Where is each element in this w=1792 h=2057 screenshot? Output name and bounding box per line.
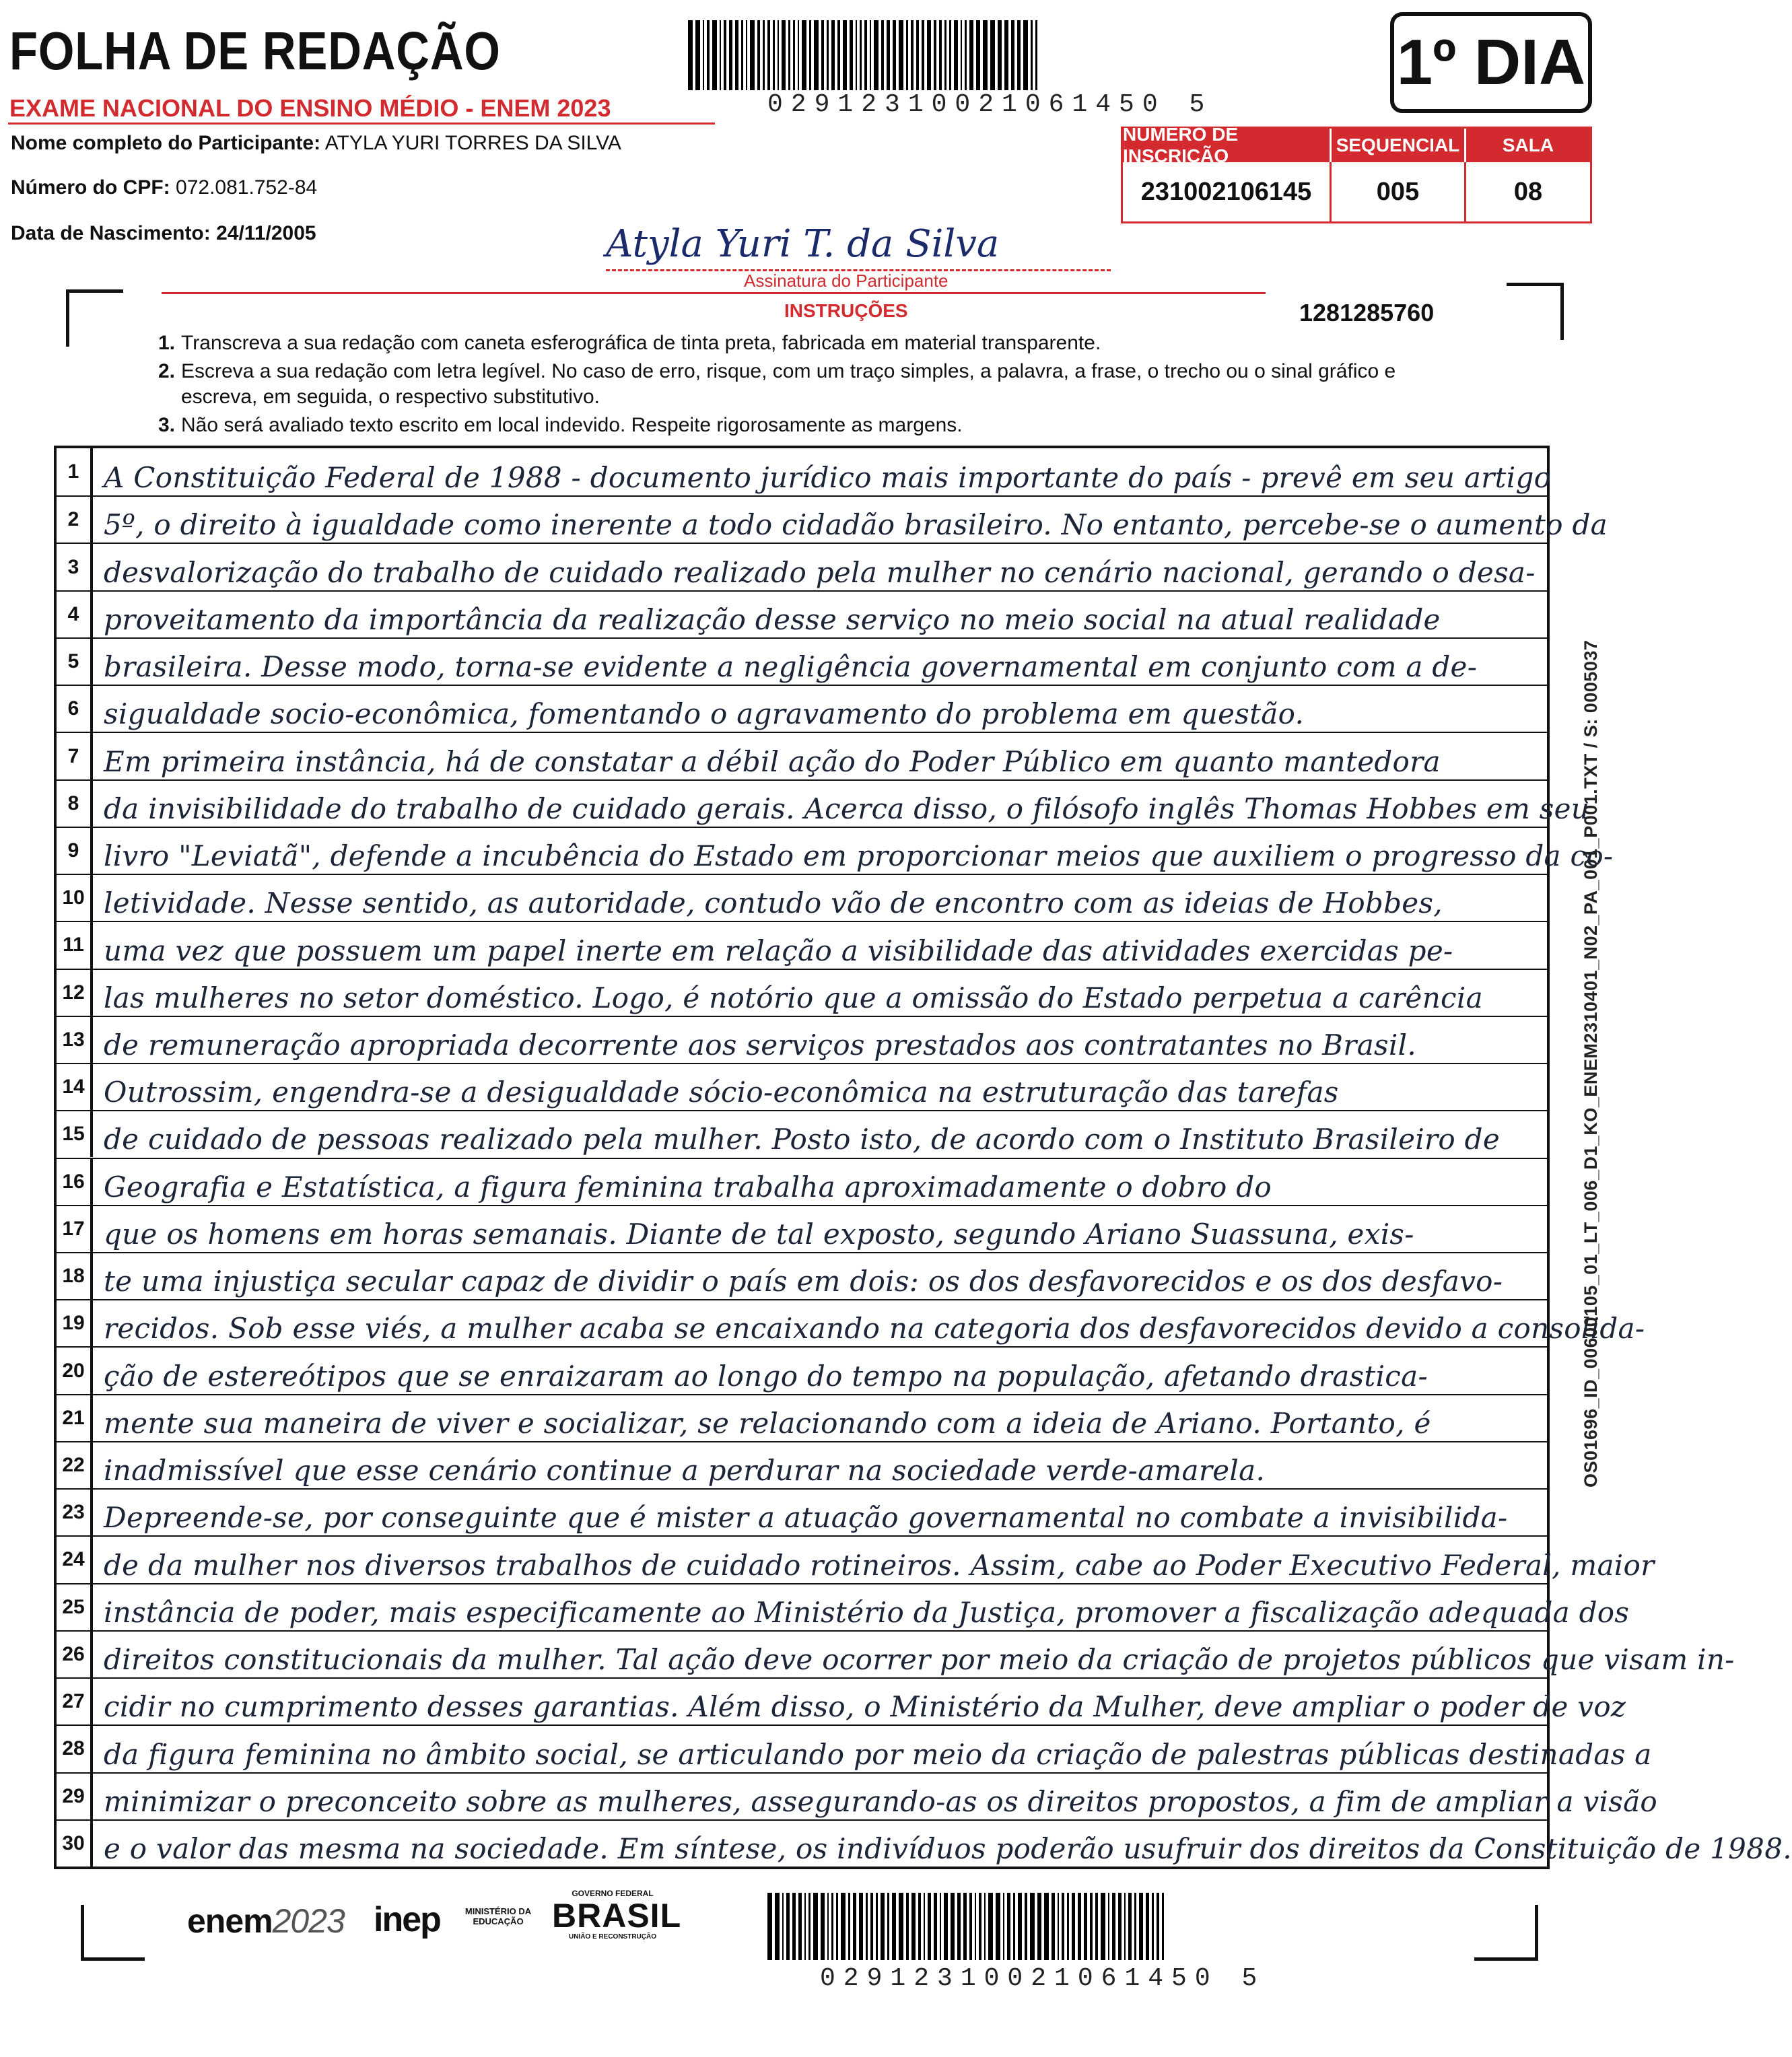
- barcode-bar: [881, 1893, 885, 1960]
- barcode-bar: [827, 1893, 829, 1960]
- barcode-bottom: [767, 1893, 1167, 1960]
- barcode-bar: [798, 1893, 802, 1960]
- barcode-bar: [1007, 1893, 1010, 1960]
- barcode-bar: [922, 20, 924, 90]
- essay-line: [57, 1724, 1652, 1772]
- instruction-text: escreva, em seguida, o respectivo substitutivo.: [181, 386, 600, 408]
- corner-mark-bottom-left: [81, 1905, 145, 1961]
- barcode-bar: [1134, 1893, 1136, 1960]
- barcode-bar: [782, 20, 786, 90]
- barcode-bar: [831, 20, 835, 90]
- barcode-bar: [864, 20, 867, 90]
- barcode-bar: [750, 20, 755, 90]
- barcode-bar: [821, 20, 824, 90]
- barcode-bar: [757, 20, 760, 90]
- essay-line-text: Geografia e Estatística, a figura feminina trabalha aproximadamente o dobro do: [104, 1170, 1272, 1204]
- registration-box: [1121, 124, 1592, 223]
- barcode-bar: [899, 1893, 903, 1960]
- barcode-bar: [1128, 1893, 1132, 1960]
- essay-line: [57, 1394, 1547, 1441]
- essay-line-number: 6: [57, 686, 93, 732]
- essay-line-text: recidos. Sob esse viés, a mulher acaba se encaixando na categoria dos desfavorecidos devido a consolida-: [104, 1312, 1645, 1346]
- essay-line-text: da figura feminina no âmbito social, se articulando por meio da criação de palestras públicas destinadas a: [104, 1737, 1652, 1771]
- barcode-bar: [870, 20, 871, 90]
- essay-line-text: uma vez que possuem um papel inerte em relação a visibilidade das atividades exercidas pe-: [104, 934, 1453, 967]
- instruction-text: Transcreva a sua redação com caneta esferográfica de tinta preta, fabricada em material transparente.: [181, 332, 1101, 354]
- essay-line: [57, 1535, 1655, 1582]
- barcode-bar: [1004, 20, 1008, 90]
- essay-line-text: Em primeira instância, há de constatar a débil ação do Poder Público em quanto mantedora: [104, 744, 1441, 778]
- essay-line-text: que os homens em horas semanais. Diante de tal exposto, segundo Ariano Suassuna, exis-: [104, 1217, 1414, 1251]
- barcode-bar: [918, 1893, 921, 1960]
- barcode-bar: [827, 20, 829, 90]
- essay-line-number: 8: [57, 781, 93, 827]
- barcode-bar: [1031, 20, 1033, 90]
- essay-line: [57, 874, 1547, 921]
- barcode-bar: [874, 20, 878, 90]
- essay-line-number: 4: [57, 592, 93, 637]
- barcode-bar: [775, 1893, 780, 1960]
- side-code: OS01696_ID_00600105_01_LT_006_D1_KO_ENEM2310401_N02_PA_001_P001.TXT / S: 0005037: [1581, 639, 1601, 1488]
- barcode-bar: [843, 20, 847, 90]
- essay-line-number: 3: [57, 544, 93, 590]
- essay-line-number: 18: [57, 1253, 93, 1299]
- essay-line: [57, 495, 1608, 543]
- barcode-bar: [951, 1893, 955, 1960]
- inep-logo: inep: [374, 1900, 440, 1939]
- day-badge-text: 1º DIA: [1396, 26, 1586, 98]
- barcode-bar: [1095, 1893, 1098, 1960]
- essay-line: [57, 1016, 1547, 1063]
- essay-line: [57, 1630, 1735, 1677]
- essay-line-number: 25: [57, 1584, 93, 1630]
- essay-line-number: 22: [57, 1442, 93, 1488]
- barcode-bar: [836, 1893, 838, 1960]
- essay-line-text: las mulheres no setor doméstico. Logo, é notório que a omissão do Estado perpetua a carência: [104, 981, 1483, 1014]
- barcode-bar: [944, 1893, 948, 1960]
- inscricao-label: NÚMERO DE INSCRIÇÃO: [1123, 129, 1332, 162]
- barcode-bar: [969, 1893, 972, 1960]
- barcode-bar: [911, 20, 914, 90]
- barcode-bar: [703, 20, 704, 90]
- essay-line-text: desvalorização do trabalho de cuidado realizado pela mulher no cenário nacional, gerando o desa-: [104, 555, 1536, 589]
- participant-birth-row: [11, 222, 316, 245]
- essay-line-number: 20: [57, 1348, 93, 1393]
- gov-logo-main: BRASIL: [552, 1897, 682, 1934]
- essay-line-number: 30: [57, 1821, 93, 1867]
- essay-line-text: brasileira. Desse modo, torna-se evidente a negligência governamental em conjunto com a de-: [104, 650, 1478, 684]
- barcode-top: [688, 20, 1040, 90]
- essay-line-text: instância de poder, mais especificamente ao Ministério da Justiça, promover a fiscalização adequada dos: [104, 1595, 1630, 1629]
- essay-line-text: Outrossim, engendra-se a desigualdade sócio-econômica na estruturação das tarefas: [104, 1076, 1339, 1109]
- essay-line-text: te uma injustiça secular capaz de dividir o país em dois: os dos desfavorecidos e os dos desfavo-: [104, 1265, 1503, 1298]
- barcode-bar: [688, 20, 693, 90]
- barcode-bar: [870, 1893, 873, 1960]
- barcode-bottom-number: 02912310021061450 5: [820, 1964, 1266, 1993]
- essay-line-text: letividade. Nesse sentido, as autoridade, contudo vão de encontro com as ideias de Hobbes,: [104, 886, 1443, 920]
- barcode-bar: [724, 20, 726, 90]
- instruction-item: [158, 412, 1538, 439]
- barcode-bar: [860, 20, 862, 90]
- barcode-bar: [940, 1893, 941, 1960]
- corner-mark-bottom-right: [1474, 1905, 1538, 1961]
- barcode-bar: [720, 20, 721, 90]
- essay-line: [57, 779, 1590, 827]
- essay-line-number: 28: [57, 1726, 93, 1772]
- barcode-bar: [887, 20, 890, 90]
- barcode-bar: [965, 20, 967, 90]
- barcode-bar: [969, 20, 973, 90]
- essay-line: [57, 921, 1547, 968]
- barcode-bar: [813, 1893, 818, 1960]
- barcode-bar: [814, 20, 819, 90]
- essay-line-number: 17: [57, 1206, 93, 1252]
- instructions-title: INSTRUÇÕES: [784, 300, 908, 321]
- barcode-bar: [892, 1893, 896, 1960]
- barcode-bar: [939, 20, 942, 90]
- essay-line: [57, 1772, 1657, 1819]
- essay-line: [57, 1441, 1547, 1488]
- corner-mark-top-left: [66, 289, 123, 347]
- essay-line-number: 14: [57, 1064, 93, 1110]
- barcode-bar: [831, 1893, 833, 1960]
- participant-cpf-row: [11, 176, 317, 199]
- essay-line: [57, 969, 1547, 1016]
- barcode-bar: [778, 20, 779, 90]
- barcode-bar: [788, 20, 790, 90]
- barcode-bar: [1078, 1893, 1081, 1960]
- essay-line-text: de da mulher nos diversos trabalhos de cuidado rotineiros. Assim, cabe ao Poder Executivo Federal, maior: [104, 1548, 1655, 1582]
- essay-line-number: 11: [57, 922, 93, 968]
- inscricao-value: 231002106145: [1123, 162, 1332, 221]
- participant-name-label: Nome completo do Participante:: [11, 132, 321, 154]
- essay-line-text: de remuneração apropriada decorrente aos serviços prestados aos contratantes no Brasil.: [104, 1028, 1416, 1062]
- essay-line-text: ção de estereótipos que se enraizaram ao longo do tempo na população, afetando drastica-: [104, 1359, 1428, 1393]
- barcode-bar: [809, 20, 811, 90]
- barcode-bar: [924, 1893, 925, 1960]
- barcode-bar: [1011, 20, 1014, 90]
- barcode-bar: [1118, 1893, 1122, 1960]
- participant-cpf-value: 072.081.752-84: [176, 176, 318, 199]
- barcode-bar: [735, 20, 738, 90]
- essay-line-number: 21: [57, 1395, 93, 1441]
- essay-line-number: 10: [57, 875, 93, 921]
- barcode-bar: [793, 20, 795, 90]
- barcode-bar: [893, 20, 896, 90]
- barcode-bar: [850, 20, 853, 90]
- instruction-item: [158, 330, 1538, 357]
- barcode-bar: [1090, 1893, 1093, 1960]
- barcode-bar: [841, 1893, 846, 1960]
- barcode-bar: [1067, 1893, 1069, 1960]
- barcode-bar: [1023, 20, 1028, 90]
- barcode-bar: [767, 1893, 772, 1960]
- barcode-bar: [961, 20, 962, 90]
- instruction-num: 1.: [158, 332, 176, 354]
- subtitle-rule: [8, 123, 715, 125]
- essay-line-text: direitos constitucionais da mulher. Tal ação deve ocorrer por meio da criação de projetos públicos que visam in-: [104, 1643, 1735, 1677]
- essay-line-text: A Constituição Federal de 1988 - documento jurídico mais importante do país - prevê em seu artigo: [104, 461, 1552, 495]
- essay-line-text: e o valor das mesma na sociedade. Em síntese, os indivíduos poderão usufruir dos direitos da Constituição de 1988.: [104, 1832, 1792, 1865]
- essay-line-text: 5º, o direito à igualdade como inerente a todo cidadão brasileiro. No entanto, percebe-se o aumento da: [104, 508, 1608, 542]
- participant-name-row: [11, 132, 621, 155]
- essay-line-text: sigualdade socio-econômica, fomentando o agravamento do problema em questão.: [104, 697, 1305, 731]
- barcode-bar: [782, 1893, 784, 1960]
- enem-logo: [187, 1902, 345, 1941]
- essay-line: [57, 732, 1547, 779]
- essay-line-number: 9: [57, 828, 93, 874]
- barcode-bar: [1157, 1893, 1159, 1960]
- participant-cpf-label: Número do CPF:: [11, 176, 170, 199]
- signature-label: Assinatura do Participante: [744, 271, 949, 291]
- barcode-bar: [934, 1893, 937, 1960]
- essay-line-number: 24: [57, 1537, 93, 1582]
- essay-line: [57, 827, 1614, 874]
- barcode-bar: [856, 20, 857, 90]
- instruction-item: [158, 384, 1538, 411]
- barcode-bar: [899, 20, 903, 90]
- barcode-bar: [1058, 1893, 1059, 1960]
- barcode-bar: [984, 1893, 986, 1960]
- barcode-bar: [988, 1893, 993, 1960]
- essay-line: [57, 543, 1547, 590]
- barcode-bar: [1003, 1893, 1004, 1960]
- instructions-rule: [162, 292, 1266, 294]
- barcode-bar: [1052, 1893, 1055, 1960]
- essay-line-number: 15: [57, 1111, 93, 1157]
- barcode-bar: [934, 20, 936, 90]
- essay-line: [57, 685, 1547, 732]
- participant-birth-label: Data de Nascimento:: [11, 222, 211, 244]
- essay-line-number: 19: [57, 1300, 93, 1346]
- essay-line-number: 7: [57, 733, 93, 779]
- essay-line-number: 27: [57, 1679, 93, 1724]
- participant-birth-value: 24/11/2005: [216, 222, 316, 244]
- barcode-bar: [1124, 1893, 1126, 1960]
- gov-logo: [552, 1889, 682, 1941]
- essay-line: [57, 1205, 1547, 1252]
- essay-line: [57, 1346, 1547, 1393]
- barcode-bar: [928, 1893, 931, 1960]
- barcode-bar: [975, 1893, 976, 1960]
- essay-line: [57, 448, 1552, 495]
- barcode-bar: [808, 1893, 811, 1960]
- essay-line-number: 5: [57, 639, 93, 685]
- barcode-bar: [906, 1893, 909, 1960]
- barcode-bar: [1062, 1893, 1064, 1960]
- sequencial-value: 005: [1332, 162, 1466, 221]
- instruction-num: 2.: [158, 360, 176, 382]
- essay-line-text: livro "Leviatã", defende a incubência do Estado em proporcionar meios que auxiliem o progresso da co-: [104, 839, 1614, 873]
- essay-line: [57, 1063, 1547, 1110]
- page-title: FOLHA DE REDAÇÃO: [9, 21, 501, 81]
- essay-line: [57, 1677, 1626, 1724]
- barcode-bar: [1035, 20, 1037, 90]
- instruction-text: Escreva a sua redação com letra legível. No caso de erro, risque, com um traço simples, a palavra, a frase, o trecho ou o sinal gráfico e: [181, 360, 1396, 382]
- barcode-bar: [798, 20, 799, 90]
- essay-line-text: inadmissível que esse cenário continue a perdurar na sociedade verde-amarela.: [104, 1454, 1266, 1488]
- barcode-bar: [906, 20, 908, 90]
- essay-line: [57, 1158, 1547, 1205]
- instruction-num: 3.: [158, 414, 176, 436]
- barcode-bar: [837, 20, 840, 90]
- barcode-bar: [957, 1893, 961, 1960]
- barcode-bar: [881, 20, 884, 90]
- barcode-bar: [1152, 1893, 1154, 1960]
- barcode-bar: [996, 1893, 1000, 1960]
- instruction-item: [158, 358, 1538, 385]
- barcode-bar: [1108, 1893, 1109, 1960]
- barcode-bar: [1017, 20, 1021, 90]
- barcode-bar: [848, 1893, 850, 1960]
- essay-line-text: Depreende-se, por conseguinte que é mister a atuação governamental no combate a invisibilida-: [104, 1501, 1508, 1535]
- barcode-bar: [804, 1893, 806, 1960]
- barcode-top-number: 02912310021061450 5: [767, 90, 1213, 119]
- barcode-bar: [911, 1893, 916, 1960]
- barcode-bar: [990, 20, 995, 90]
- essay-line: [57, 1488, 1547, 1535]
- participant-signature: Atyla Yuri T. da Silva: [606, 222, 1000, 266]
- essay-line-text: mente sua maneira de viver e socializar, se relacionando com a ideia de Ariano. Portanto, é: [104, 1406, 1431, 1440]
- barcode-bar: [998, 20, 1002, 90]
- essay-line: [57, 1299, 1645, 1346]
- barcode-bar: [802, 20, 806, 90]
- barcode-bar: [979, 1893, 981, 1960]
- exam-subtitle: EXAME NACIONAL DO ENSINO MÉDIO - ENEM 2023: [9, 94, 611, 122]
- essay-line-number: 1: [57, 448, 93, 495]
- barcode-bar: [1018, 1893, 1022, 1960]
- barcode-bar: [1101, 1893, 1105, 1960]
- essay-line: [57, 1819, 1792, 1867]
- sequencial-label: SEQUENCIAL: [1332, 129, 1466, 162]
- barcode-bar: [1013, 1893, 1015, 1960]
- barcode-bar: [963, 1893, 967, 1960]
- essay-line-number: 13: [57, 1017, 93, 1063]
- essay-line-number: 26: [57, 1632, 93, 1677]
- barcode-bar: [1037, 1893, 1041, 1960]
- barcode-bar: [695, 20, 700, 90]
- barcode-bar: [916, 20, 919, 90]
- essay-line-text: minimizar o preconceito sobre as mulheres, assegurando-as os direitos propostos, a fim de ampliar a visão: [104, 1784, 1657, 1818]
- barcode-bar: [746, 20, 747, 90]
- enem-logo-year: 2023: [272, 1902, 345, 1940]
- sala-value: 08: [1513, 177, 1543, 206]
- barcode-bar: [707, 20, 710, 90]
- essay-line-number: 2: [57, 497, 93, 543]
- barcode-bar: [944, 20, 946, 90]
- document-code: 1281285760: [1299, 299, 1435, 326]
- barcode-bar: [786, 1893, 790, 1960]
- participant-name-value: ATYLA YURI TORRES DA SILVA: [324, 132, 621, 154]
- barcode-bar: [927, 20, 931, 90]
- barcode-bar: [859, 1893, 863, 1960]
- barcode-bar: [954, 20, 958, 90]
- barcode-bar: [1084, 1893, 1087, 1960]
- barcode-bar: [773, 20, 775, 90]
- essay-line-text: cidir no cumprimento desses garantias. Além disso, o Ministério da Mulher, deve ampliar o poder de voz: [104, 1690, 1626, 1724]
- barcode-bar: [1112, 1893, 1115, 1960]
- barcode-bar: [763, 20, 765, 90]
- instruction-text: Não será avaliado texto escrito em local indevido. Respeite rigorosamente as margens.: [181, 414, 963, 436]
- barcode-bar: [1146, 1893, 1149, 1960]
- essay-line-number: 16: [57, 1159, 93, 1205]
- gov-logo-top: GOVERNO FEDERAL: [572, 1889, 654, 1898]
- barcode-bar: [976, 20, 980, 90]
- barcode-bar: [876, 1893, 878, 1960]
- barcode-bar: [767, 20, 770, 90]
- barcode-bar: [983, 20, 988, 90]
- essay-line: [57, 590, 1547, 637]
- essay-line-text: proveitamento da importância da realização desse serviço no meio social na atual realidade: [104, 602, 1441, 636]
- day-badge: [1390, 12, 1592, 113]
- barcode-bar: [729, 20, 732, 90]
- barcode-bar: [1139, 1893, 1143, 1960]
- barcode-bar: [853, 1893, 856, 1960]
- essay-line-text: de cuidado de pessoas realizado pela mulher. Posto isto, de acordo com o Instituto Brasileiro de: [104, 1123, 1501, 1156]
- barcode-bar: [1162, 1893, 1164, 1960]
- essay-line: [57, 1110, 1547, 1157]
- mec-logo: MINISTÉRIO DA EDUCAÇÃO: [464, 1906, 532, 1926]
- sala-label: SALA: [1466, 129, 1590, 162]
- essay-line: [57, 1252, 1547, 1299]
- essay-line: [57, 1583, 1630, 1630]
- barcode-bar: [1044, 1893, 1049, 1960]
- barcode-bar: [792, 1893, 796, 1960]
- essay-line-text: da invisibilidade do trabalho de cuidado gerais. Acerca disso, o filósofo inglês Thomas Hobbes em seu: [104, 792, 1590, 825]
- barcode-bar: [1030, 1893, 1035, 1960]
- barcode-bar: [821, 1893, 825, 1960]
- barcode-bar: [887, 1893, 889, 1960]
- barcode-bar: [1072, 1893, 1075, 1960]
- barcode-bar: [712, 20, 717, 90]
- enem-logo-text: enem: [187, 1902, 273, 1940]
- essay-line-number: 29: [57, 1774, 93, 1819]
- barcode-bar: [949, 20, 951, 90]
- essay-line-number: 12: [57, 970, 93, 1016]
- essay-line: [57, 637, 1547, 685]
- gov-logo-bottom: UNIÃO E RECONSTRUÇÃO: [568, 1933, 656, 1941]
- barcode-bar: [741, 20, 743, 90]
- barcode-bar: [1025, 1893, 1027, 1960]
- barcode-bar: [866, 1893, 868, 1960]
- essay-line-number: 23: [57, 1490, 93, 1535]
